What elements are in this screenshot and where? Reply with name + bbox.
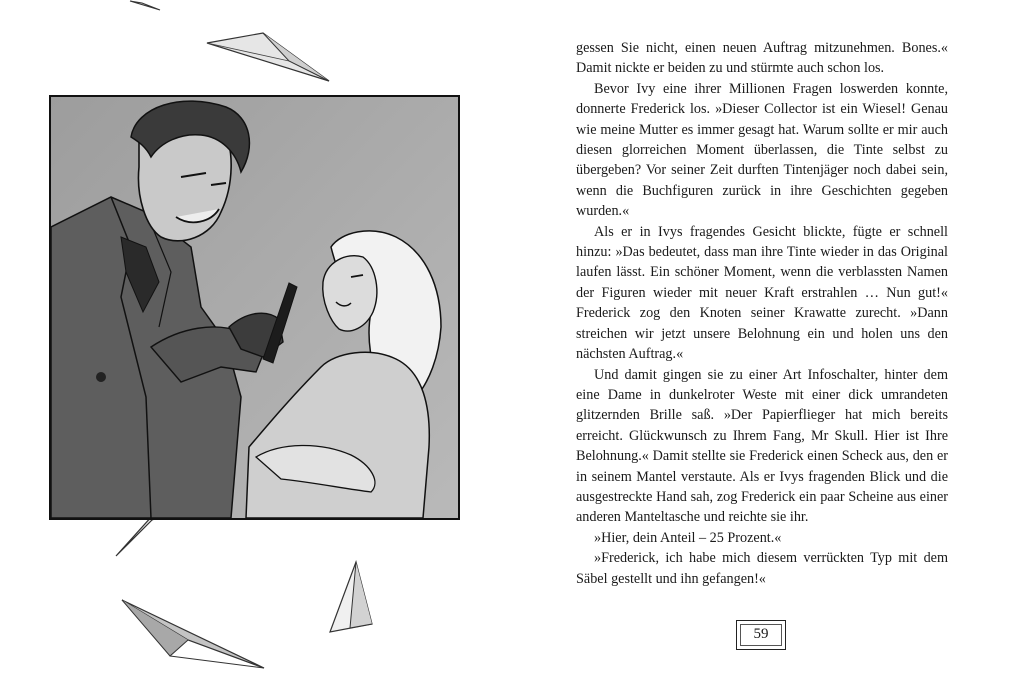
- paragraph: »Frederick, ich habe mich diesem verrückten Typ mit dem Säbel gestellt und ihn gefangen!«: [576, 550, 948, 587]
- paragraph: gessen Sie nicht, einen neuen Auftrag mitzunehmen. Bones.« Damit nickte er beiden zu und stürmte auch schon los.: [576, 40, 948, 77]
- paper-plane-bottom-left-icon: [118, 596, 268, 672]
- right-page: [510, 0, 1020, 697]
- paper-plane-bottom-right-icon: [326, 560, 376, 636]
- illustration: [49, 95, 460, 520]
- page-number: 59: [736, 620, 786, 650]
- woman-face: [323, 256, 377, 331]
- paragraph: Als er in Ivys fragendes Gesicht blickte, fügte er schnell hinzu: »Das bedeutet, dass man ihre Tinte wieder in das Original laufen lässt. Ein schöner Moment, wenn die verblassten Namen der Figuren wieder mit neuer Kraft erstrahlen … Nun gut!« Frederick zog den Knoten seiner Krawatte zurecht. »Dann streichen wir jetzt unsere Belohnung ein und holen uns den nächsten Auftrag.«: [576, 223, 948, 363]
- body-text: [576, 38, 948, 589]
- paragraph: Bevor Ivy eine ihrer Millionen Fragen loswerden konnte, donnerte Frederick los. »Dieser Collector ist ein Wiesel! Genau wie meine Mutter es immer gesagt hat. Warum sollte er mir auch diesen glorreichen Moment überlassen, die Tinte selbst zu übergeben? Vor seiner Zeit durften Tintenjäger noch dabei sein, wenn die Buchfiguren zurück in ihre Geschichten gegeben wurden.«: [576, 80, 948, 220]
- paragraph: Und damit gingen sie zu einer Art Infoschalter, hinter dem eine Dame in dunkelroter Weste mit einer dick umrandeten glitzernden Brille saß. »Der Papierflieger hat mich bereits erreicht. Glückwunsch zu Ihrem Fang, Mr Skull. Hier ist Ihre Belohnung.« Damit stellte sie Frederick einen Scheck aus, den er in seinem Mantel verstaute. Als er Ivys fragenden Blick und die ausgestreckte Hand sah, zog Frederick ein paar Scheine aus einer anderen Manteltasche und reichte sie ihr.: [576, 366, 948, 526]
- illustration-drawing: [51, 97, 458, 518]
- paragraph: »Hier, dein Anteil – 25 Prozent.«: [594, 529, 782, 546]
- paper-plane-top-icon: [128, 0, 162, 14]
- paper-plane-upper-icon: [203, 25, 333, 87]
